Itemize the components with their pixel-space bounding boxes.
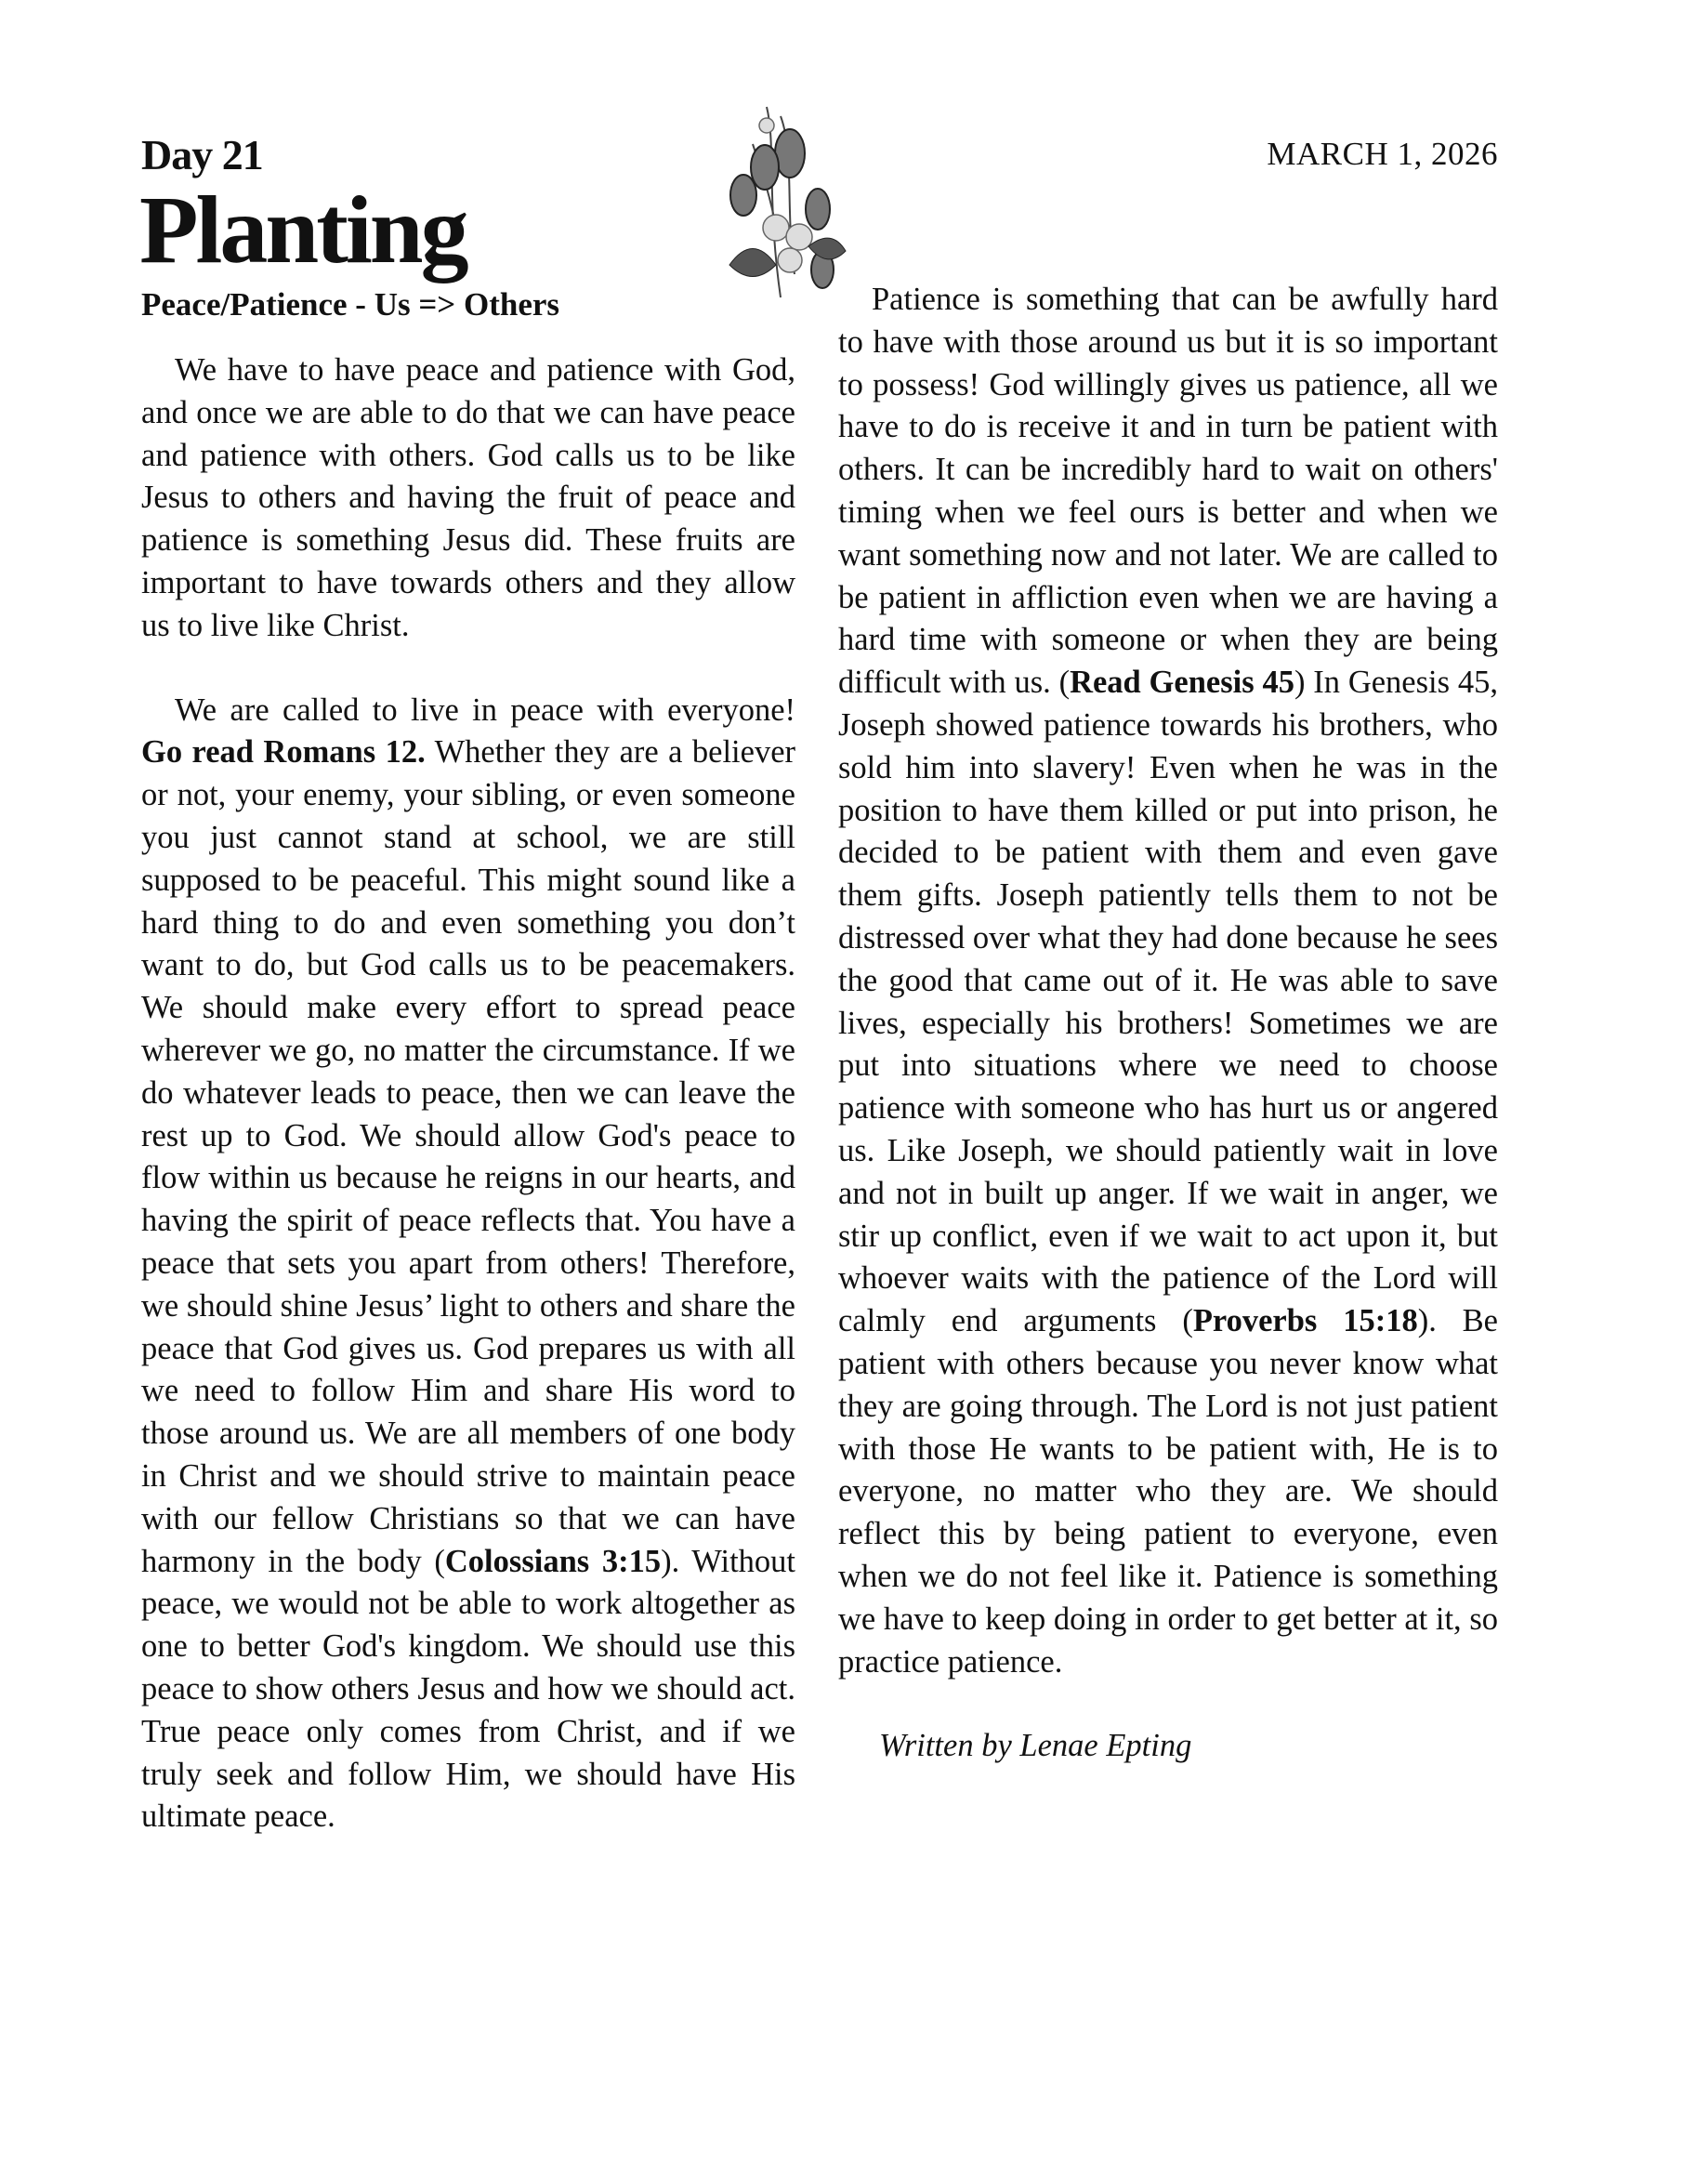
- page-title: Planting: [139, 177, 466, 283]
- strawberry-plant-illustration: [711, 88, 850, 302]
- scripture-reference: Proverbs 15:18: [1192, 1303, 1418, 1339]
- text: ). Without peace, we would not be able to work altogether as one to better God's kingdom. We should use this peace to show others Jesus and how we should act. True peace only comes from Christ, and if we truly seek and follow Him, we should have His ultimate peace.: [141, 1543, 795, 1835]
- page-subtitle: Peace/Patience - Us => Others: [141, 286, 560, 323]
- text: Patience is something that can be awfully hard to have with those around us but it is so important to possess! God willingly gives us patience, all we have to do is receive it and in turn be patient with others. It can be incredibly hard to wait on others' timing when we feel ours is better and when we want something now and not later. We are called to be patient in affliction even when we are having a hard time with someone or when they are being difficult with us. (: [838, 282, 1498, 701]
- text: ). Be patient with others because you never know what they are going through. The Lord is not just patient with those He wants to be patient with, He is to everyone, no matter who they are. We should reflect this by being patient to everyone, even when we do not feel like it. Patience is something we have to keep doing in order to get better at it, so practice patience.: [838, 1303, 1498, 1680]
- paragraph-peace-body: [141, 690, 795, 1839]
- text: Whether they are a believer or not, your enemy, your sibling, or even someone you just cannot stand at school, we are still supposed to be peaceful. This might sound like a hard thing to do and even something you don’t want to do, but God calls us to be peacemakers. We should make every effort to spread peace wherever we go, no matter the circumstance. If we do whatever leads to peace, then we can leave the rest up to God. We should allow God's peace to flow within us because he reigns in our hearts, and having the spirit of peace reflects that. You have a peace that sets you apart from others! Therefore, we should shine Jesus’ light to others and share the peace that God gives us. God prepares us with all we need to follow Him and share His word to those around us. We are all members of one body in Christ and we should strive to maintain peace with our fellow Christians so that we can have harmony in the body (: [141, 734, 796, 1579]
- scripture-reference: Colossians 3:15: [444, 1543, 662, 1579]
- day-number: Day 21: [141, 131, 263, 178]
- date: MARCH 1, 2026: [1267, 136, 1498, 172]
- paragraph-peace-intro: We have to have peace and patience with God, and once we are able to do that we can have peace and patience with others. God calls us to be like Jesus to others and having the fruit of peace and patience is something Jesus did. These fruits are important to have towards others and they allow us to live like Christ.: [141, 352, 795, 643]
- scripture-reference: Go read Romans 12.: [141, 734, 426, 771]
- text: ) In Genesis 45, Joseph showed patience towards his brothers, who sold him into slavery! Even when he was in the position to have them killed or put into prison, he decided to be patient with them and even gave them gifts. Joseph patiently tells them to not be distressed over what they had done because he sees the good that came out of it. He was able to save lives, especially his brothers! Sometimes we are put into situations where we need to choose patience with someone who has hurt us or angered us. Like Joseph, we should patiently wait in love and not in built up anger. If we wait in anger, we stir up conflict, even if we wait to act upon it, but whoever waits with the patience of the Lord will calmly end arguments (: [838, 665, 1498, 1339]
- author-signature: Written by Lenae Epting: [879, 1728, 1192, 1764]
- left-column: [141, 349, 795, 1880]
- right-column: [838, 279, 1498, 1810]
- paragraph-patience: [838, 279, 1498, 1683]
- text: We are called to live in peace with everyone!: [175, 692, 795, 728]
- scripture-reference: Read Genesis 45: [1070, 665, 1294, 701]
